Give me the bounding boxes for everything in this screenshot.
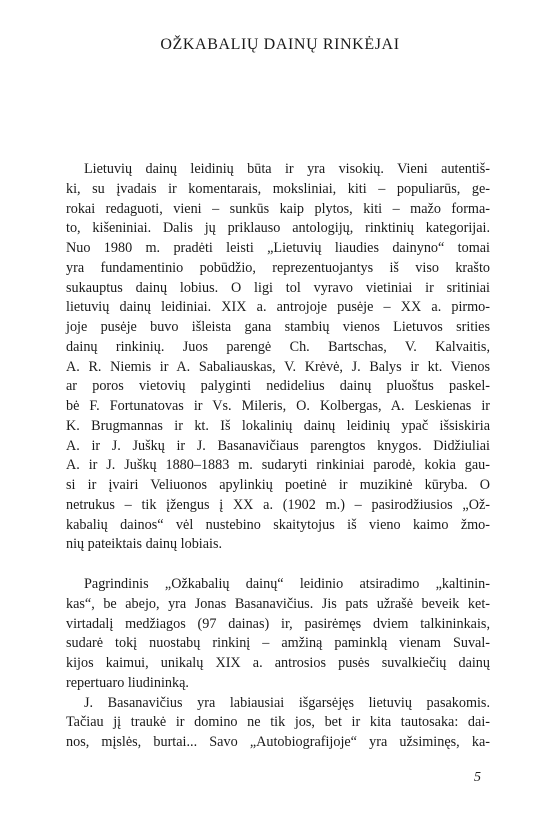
text-line: ki, su įvadais ir komentarais, moksliniai, kiti – populiarūs, ge- <box>66 180 490 197</box>
chapter-title: OŽKABALIŲ DAINŲ RINKĖJAI <box>160 36 400 53</box>
text-line: netrukus – tik įžengus į XX a. (1902 m.) – pasirodžiusios „Ož- <box>66 496 490 513</box>
text-line: A. R. Niemis ir A. Sabaliauskas, V. Krėvė, J. Balys ir kt. Vienos <box>66 358 490 375</box>
text-line: si ir įvairi Veliuonos apylinkių poetinė ir muzikinė kūryba. O <box>66 477 490 493</box>
text-line: kabalių dainos“ vėl nustebino skaitytojus iš vieno kaimo žmo- <box>66 516 490 533</box>
text-line: K. Brugmannas ir kt. Iš lokalinių dainų leidinių ypač išsiskiria <box>66 417 490 434</box>
text-line: repertuaro liudininką. <box>66 674 189 691</box>
text-line: lietuvių dainų leidiniai. XIX a. antrojoje pusėje – XX a. pirmo- <box>66 299 490 316</box>
text-line: A. ir J. Juškų 1880–1883 m. sudaryti rinkiniai parodė, kokia gau- <box>66 457 490 474</box>
text-line: ar poros vietovių palyginti nedidelius dainų pluoštus paskel- <box>66 378 490 395</box>
text-line: nos, mįslės, burtai... Savo „Autobiografijoje“ yra užsiminęs, ka- <box>66 734 490 750</box>
text-line: kijos kaimui, unikalų XIX a. antrosios pusės suvalkiečių dainų <box>66 655 490 671</box>
text-line: Tačiau jį traukė ir domino ne tik jos, bet ir kita tautosaka: dai- <box>66 714 490 731</box>
text-line: Nuo 1980 m. pradėti leisti „Lietuvių liaudies dainyno“ tomai <box>66 240 490 256</box>
text-line: joje pusėje buvo išleista gana stambių vienos Lietuvos srities <box>66 319 490 335</box>
text-line: rokai redaguoti, vieni – sunkūs kaip plytos, kiti – mažo forma- <box>66 200 490 217</box>
text-line: bė F. Fortunatovas ir Vs. Mileris, O. Kolbergas, A. Leskienas ir <box>66 398 490 414</box>
text-line: dainų rinkinių. Juos parengė Ch. Bartschas, V. Kalvaitis, <box>66 338 490 355</box>
text-line: sudarė tokį nuostabų rinkinį – amžiną paminklą vienam Suval- <box>66 635 490 652</box>
text-line: J. Basanavičius yra labiausiai išgarsėjęs lietuvių pasakomis. <box>84 694 490 711</box>
text-line: Lietuvių dainų leidinių būta ir yra visokių. Vieni autentiš- <box>84 161 490 177</box>
page-number: 5 <box>474 770 481 785</box>
paragraph-1 <box>66 160 490 555</box>
paragraph-2-3 <box>66 575 490 753</box>
text-line: nių pateiktais dainų lobiais. <box>66 536 223 553</box>
text-line: to, kišeniniai. Dalis jų priklauso antologijų, rinktinių kategorijai. <box>66 220 490 237</box>
text-line: kas“, be abejo, yra Jonas Basanavičius. Jis pats užrašė beveik ket- <box>66 595 490 612</box>
text-line: A. ir J. Juškų ir J. Basanavičiaus parengtos knygos. Didžiuliai <box>66 437 490 454</box>
text-line: Pagrindinis „Ožkabalių dainų“ leidinio atsiradimo „kaltinin- <box>84 576 490 592</box>
text-line: yra fundamentinio pobūdžio, reprezentuojantys iš viso krašto <box>66 259 490 276</box>
text-line: sukauptus dainų lobius. O ligi tol vyravo vietiniai ir sritiniai <box>66 279 490 296</box>
text-line: virtadalį medžiagos (97 dainas) ir, pasirėmęs dviem talkininkais, <box>66 615 490 632</box>
